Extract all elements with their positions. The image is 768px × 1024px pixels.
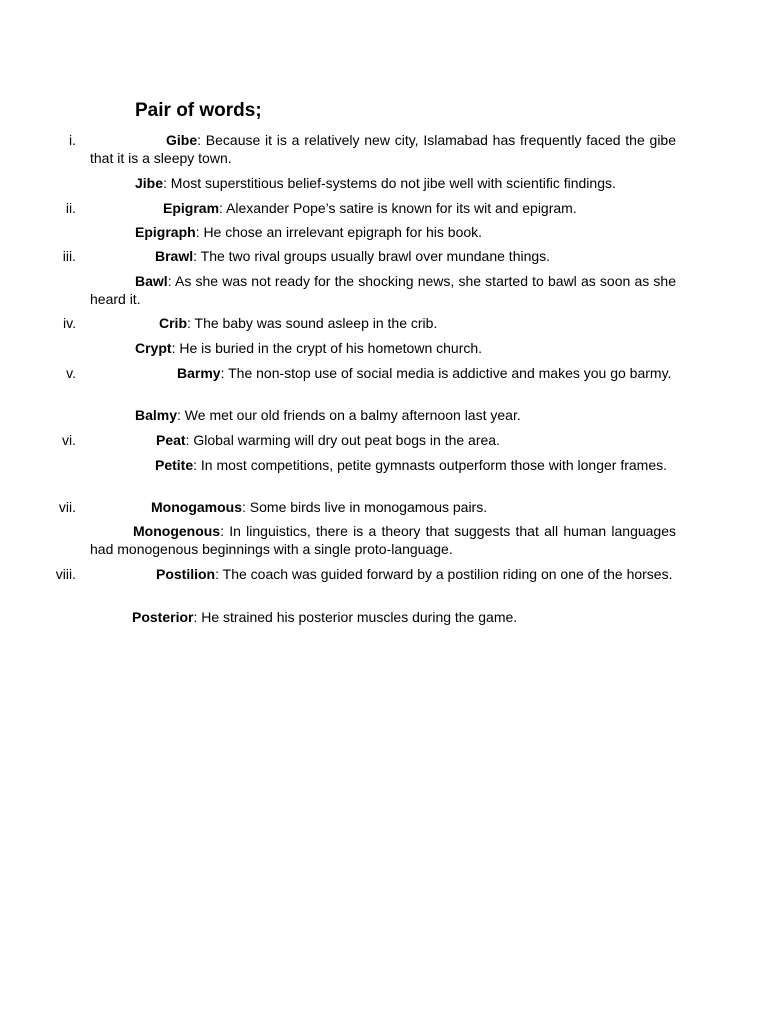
example-sentence: : In most competitions, petite gymnasts outperform those with longer frames. [193,457,667,473]
example-sentence: : Most superstitious belief-systems do not jibe well with scientific findings. [163,175,616,191]
example-sentence: : He strained his posterior muscles during the game. [193,609,518,625]
example-sentence: : He chose an irrelevant epigraph for his book. [195,224,483,240]
list-item-first [90,565,676,583]
list-item-first [90,314,676,332]
example-sentence: : He is buried in the crypt of his hometown church. [171,340,483,356]
word-term: Petite [155,457,194,473]
list-item-first [90,364,676,382]
list-item-first [90,247,676,265]
list-numeral: v. [66,365,76,381]
example-sentence: : In linguistics, there is a theory that suggests that all human languages had monogenous beginnings with a single proto-language. [90,523,676,557]
word-term: Epigram [163,200,220,216]
example-sentence: : Alexander Pope’s satire is known for its wit and epigram. [219,200,577,216]
list-numeral: iv. [63,315,76,331]
list-numeral: i. [69,132,76,148]
list-numeral: vii. [58,499,76,515]
word-term: Postilion [156,566,216,582]
word-term: Monogamous [151,499,242,515]
word-term: Gibe [166,132,198,148]
list-item-first [90,498,676,516]
list-item-second [90,174,676,192]
page-title: Pair of words; [135,100,262,121]
word-term: Epigraph [135,224,196,240]
example-sentence: : The coach was guided forward by a postilion riding on one of the horses. [215,566,673,582]
list-item-second [90,223,676,241]
word-term: Peat [156,432,186,448]
word-term: Bawl [135,273,168,289]
list-numeral: ii. [65,200,76,216]
example-sentence: : The non-stop use of social media is addictive and makes you go barmy. [220,365,672,381]
list-item-second [90,522,676,558]
list-item-first [90,431,676,449]
word-term: Barmy [177,365,221,381]
list-item-second [90,272,676,308]
word-term: Jibe [135,175,164,191]
list-item-second [90,456,676,474]
word-term: Balmy [135,407,178,423]
example-sentence: : We met our old friends on a balmy afternoon last year. [177,407,521,423]
list-numeral: iii. [62,248,76,264]
list-item-second [90,608,676,626]
example-sentence: : The two rival groups usually brawl over mundane things. [193,248,551,264]
word-term: Monogenous [133,523,221,539]
example-sentence: : Some birds live in monogamous pairs. [242,499,488,515]
example-sentence: : Because it is a relatively new city, Islamabad has frequently faced the gibe that it is a sleepy town. [90,132,676,166]
example-sentence: : Global warming will dry out peat bogs in the area. [185,432,500,448]
list-item-first [90,131,676,167]
example-sentence: : The baby was sound asleep in the crib. [187,315,438,331]
list-item-second [90,406,676,424]
word-term: Crib [159,315,187,331]
word-term: Posterior [132,609,194,625]
list-numeral: vi. [62,432,76,448]
word-term: Brawl [155,248,194,264]
list-item-first [90,199,676,217]
list-numeral: viii. [55,566,76,582]
list-item-second [90,339,676,357]
example-sentence: : As she was not ready for the shocking news, she started to bawl as soon as she heard it. [90,273,676,307]
word-term: Crypt [135,340,172,356]
